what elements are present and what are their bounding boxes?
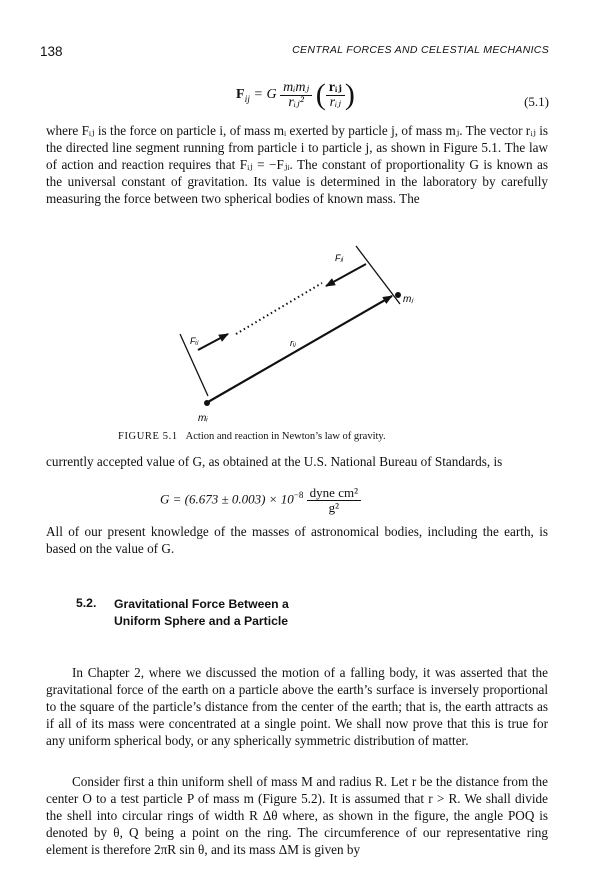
paragraph-1: where Fᵢⱼ is the force on particle i, of mass mᵢ exerted by particle j, of mass mⱼ. The vector rᵢⱼ is the directed line segment running from particle i to particle j, as shown in Figure 5.1. The law of action and reaction requires that Fᵢⱼ = −Fⱼᵢ. The constant of proportionality G is known as the universal constant of gravitation. Its value is determined in the laboratory by carefully measuring the force between two spherical bodies of known mass. The [46, 123, 548, 207]
eqG-unit-numerator: dyne cm² [307, 486, 361, 501]
section-title-line-2: Uniform Sphere and a Particle [114, 614, 289, 628]
fig-label-Fij: Fᵢⱼ [190, 336, 199, 346]
figure-caption-label: FIGURE 5.1 [118, 431, 178, 442]
fig-label-Fji: Fⱼᵢ [335, 253, 344, 263]
equation-G [160, 486, 361, 515]
paragraph-2: currently accepted value of G, as obtained at the U.S. National Bureau of Standards, is [46, 454, 503, 469]
running-title: CENTRAL FORCES AND CELESTIAL MECHANICS [292, 44, 549, 56]
eqG-exponent: −8 [293, 490, 304, 501]
figure-caption [118, 431, 386, 442]
eqG-lhs: G = (6.673 ± 0.003) × 10 [160, 491, 294, 507]
paragraph-5-text: Consider first a thin uniform shell of mass M and radius R. Let r be the distance from the center O to a test particle P of mass m (Figure 5.2). It is assumed that r > R. We shall divide the shell into circular rings of width R Δθ where, as shown in the figure, the angle POQ is denoted by θ, Q being a point on the ring. The circumference of our representative ring element is therefore 2πR sin θ, and its mass ΔM is given by [46, 774, 548, 858]
eq-vector-numerator: rᵢⱼ [326, 81, 345, 96]
equation-number: (5.1) [524, 94, 549, 109]
section-title [114, 596, 289, 630]
fig-label-mj: mⱼ [403, 294, 414, 305]
fig-arrow-Fji [326, 264, 366, 286]
fig-particle-mj [395, 292, 401, 298]
fig-arrow-Fij [198, 334, 228, 350]
fig-dotted-line [236, 283, 322, 334]
fig-vector-rij [208, 296, 392, 402]
paragraph-4 [46, 664, 548, 749]
eqG-unit-denominator: g² [328, 500, 340, 515]
fig-tick-mj [356, 246, 400, 304]
paragraph-5 [46, 773, 548, 858]
eqG-unit [307, 486, 361, 515]
page-number: 138 [40, 44, 63, 59]
section-title-line-1: Gravitational Force Between a [114, 597, 289, 611]
eq-equals: = G [253, 87, 277, 103]
figure-5-1 [160, 238, 420, 428]
section-number: 5.2. [76, 596, 97, 610]
paragraph-4-text: In Chapter 2, where we discussed the motion of a falling body, it was asserted that the gravitational force of the earth on a particle above the earth’s surface is inversely proportional to the square of the particle’s distance from the center of the earth; that is, the earth attracts as if all of its mass were concentrated at a single point. We shall now prove that this is true for any uniform spherical body, or any spherically symmetric distribution of matter. [46, 665, 548, 749]
equation-5-1: $F_{ij} = G$ $\frac{\text{mᵢmⱼ}}{\text{rᵢⱼ²}}$ ( $\frac{\text{rᵢⱼ}}{\text{rᵢⱼ}}$ ) [236, 78, 355, 111]
eq-lhs-sub: ij [244, 94, 251, 106]
fig-particle-mi [204, 400, 210, 406]
eq-lhs: F [236, 87, 245, 103]
eq-mass-fraction [280, 81, 312, 110]
eq-mass-denominator: rᵢⱼ² [288, 94, 304, 110]
figure-caption-text: Action and reaction in Newton’s law of gravity. [185, 431, 386, 442]
eq-vector-denominator: rᵢⱼ [329, 94, 341, 110]
eq-mass-numerator: mᵢmⱼ [280, 81, 312, 96]
paragraph-3: All of our present knowledge of the masses of astronomical bodies, including the earth, is based on the value of G. [46, 524, 548, 557]
eq-unit-vector [326, 81, 345, 110]
fig-label-mi: mᵢ [198, 413, 208, 424]
fig-label-rij: rᵢⱼ [290, 338, 296, 348]
